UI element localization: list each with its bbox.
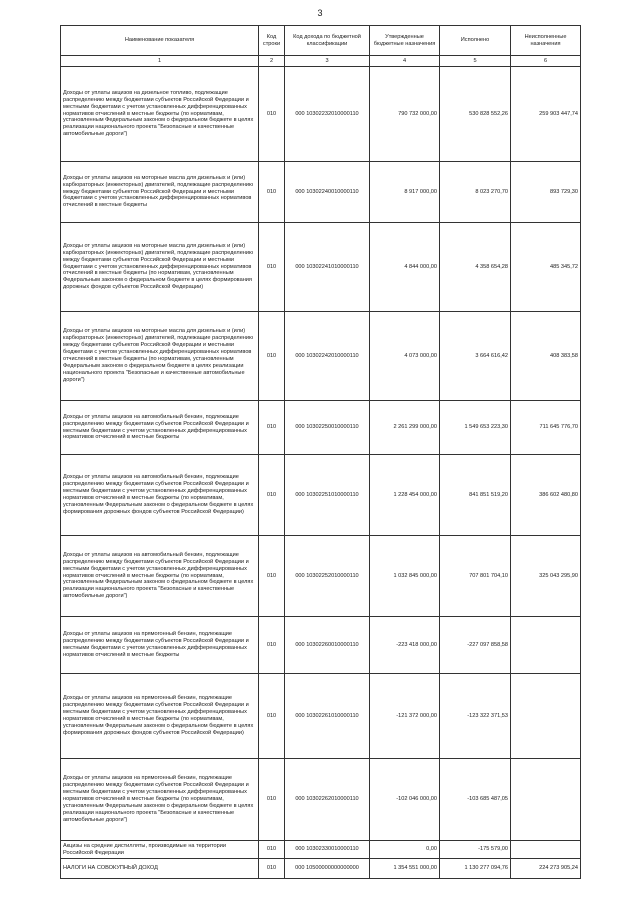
header-code: Код строки <box>259 26 285 56</box>
column-number: 2 <box>259 56 285 67</box>
table-row <box>61 859 581 879</box>
row-name: Доходы от уплаты акцизов на дизельное топливо, подлежащие распределению между бюджетами субъектов Российской Федерации и местными бюджетами с учетом установленных дифференцированных нормативов отчислений в местные бюджеты (по нормативам, установленным Федеральным законом о федеральном бюджете в целях реализации национального проекта "Безопасные и качественные автомобильные дороги") <box>61 67 259 162</box>
row-kbk: 000 10302250010000110 <box>285 401 370 455</box>
row-code: 010 <box>259 312 285 401</box>
table-row <box>61 536 581 617</box>
row-kbk: 000 10302252010000110 <box>285 536 370 617</box>
row-kbk: 000 10302251010000110 <box>285 455 370 536</box>
row-approved: 790 732 000,00 <box>370 67 440 162</box>
row-executed: 1 130 277 094,76 <box>440 859 511 879</box>
table-row <box>61 841 581 859</box>
row-name: Доходы от уплаты акцизов на прямогонный бензин, подлежащие распределению между бюджетами субъектов Российской Федерации и местными бюджетами с учетом установленных дифференцированных нормативов отчислений в местные бюджеты (по нормативам, установленным Федеральным законом о федеральном бюджете в целях реализации национального проекта "Безопасные и качественные автомобильные дороги") <box>61 759 259 841</box>
row-unexecuted: 386 602 480,80 <box>511 455 581 536</box>
row-executed: 530 828 552,26 <box>440 67 511 162</box>
header-executed: Исполнено <box>440 26 511 56</box>
row-unexecuted: 224 273 905,24 <box>511 859 581 879</box>
row-name: НАЛОГИ НА СОВОКУПНЫЙ ДОХОД <box>61 859 259 879</box>
row-executed: -175 579,00 <box>440 841 511 859</box>
row-name: Доходы от уплаты акцизов на моторные масла для дизельных и (или) карбюраторных (инжекторных) двигателей, подлежащие распределению между бюджетами субъектов Российской Федерации и местными бюджетами с учетом установленных дифференцированных нормативов отчислений в местные бюджеты (по нормативам, установленным Федеральным законом о федеральном бюджете в целях реализации национального проекта "Безопасные и качественные автомобильные дороги") <box>61 312 259 401</box>
table-row <box>61 759 581 841</box>
table-row <box>61 223 581 312</box>
row-kbk: 000 10302261010000110 <box>285 674 370 759</box>
row-name: Доходы от уплаты акцизов на прямогонный бензин, подлежащие распределению между бюджетами субъектов Российской Федерации и местными бюджетами с учетом установленных дифференцированных нормативов отчислений в местные бюджеты (по нормативам, установленным Федеральным законом о федеральном бюджете в целях формирования дорожных фондов субъектов Российской Федерации) <box>61 674 259 759</box>
table-row <box>61 162 581 223</box>
row-unexecuted <box>511 674 581 759</box>
row-name: Доходы от уплаты акцизов на автомобильный бензин, подлежащие распределению между бюджетами субъектов Российской Федерации и местными бюджетами с учетом установленных дифференцированных нормативов отчислений в местные бюджеты (по нормативам, установленным Федеральным законом о федеральном бюджете в целях реализации национального проекта "Безопасные и качественные автомобильные дороги") <box>61 536 259 617</box>
row-code: 010 <box>259 401 285 455</box>
row-kbk: 000 10302260010000110 <box>285 617 370 674</box>
row-approved: 1 032 845 000,00 <box>370 536 440 617</box>
header-name: Наименование показателя <box>61 26 259 56</box>
row-approved: -121 372 000,00 <box>370 674 440 759</box>
row-kbk: 000 10302330010000110 <box>285 841 370 859</box>
row-unexecuted <box>511 841 581 859</box>
row-name: Доходы от уплаты акцизов на моторные масла для дизельных и (или) карбюраторных (инжекторных) двигателей, подлежащие распределению между бюджетами субъектов Российской Федерации и местными бюджетами с учетом установленных дифференцированных нормативов отчислений в местные бюджеты <box>61 162 259 223</box>
row-executed: 707 801 704,10 <box>440 536 511 617</box>
row-code: 010 <box>259 455 285 536</box>
row-unexecuted: 711 645 776,70 <box>511 401 581 455</box>
row-unexecuted: 259 903 447,74 <box>511 67 581 162</box>
row-approved: -102 046 000,00 <box>370 759 440 841</box>
column-number: 1 <box>61 56 259 67</box>
row-approved: 4 844 000,00 <box>370 223 440 312</box>
table-row <box>61 617 581 674</box>
column-number: 5 <box>440 56 511 67</box>
column-number: 4 <box>370 56 440 67</box>
page-number: 3 <box>317 8 323 18</box>
row-name: Доходы от уплаты акцизов на автомобильный бензин, подлежащие распределению между бюджетами субъектов Российской Федерации и местными бюджетами с учетом установленных дифференцированных нормативов отчислений в местные бюджеты <box>61 401 259 455</box>
row-code: 010 <box>259 759 285 841</box>
row-unexecuted: 485 345,72 <box>511 223 581 312</box>
row-code: 010 <box>259 859 285 879</box>
table-row <box>61 674 581 759</box>
row-code: 010 <box>259 674 285 759</box>
table-row <box>61 455 581 536</box>
header-unexecuted: Неисполненные назначения <box>511 26 581 56</box>
row-name: Доходы от уплаты акцизов на моторные масла для дизельных и (или) карбюраторных (инжекторных) двигателей, подлежащие распределению между бюджетами субъектов Российской Федерации и местными бюджетами с учетом установленных дифференцированных нормативов отчислений в местные бюджеты (по нормативам, установленным Федеральным законом о федеральном бюджете в целях формирования дорожных фондов субъектов Российской Федерации) <box>61 223 259 312</box>
header-approved: Утвержденные бюджетные назначения <box>370 26 440 56</box>
row-executed: 841 851 519,20 <box>440 455 511 536</box>
revenue-table <box>60 25 581 879</box>
row-unexecuted: 893 729,30 <box>511 162 581 223</box>
row-code: 010 <box>259 536 285 617</box>
row-name: Доходы от уплаты акцизов на прямогонный бензин, подлежащие распределению между бюджетами субъектов Российской Федерации и местными бюджетами с учетом установленных дифференцированных нормативов отчислений в местные бюджеты <box>61 617 259 674</box>
row-unexecuted <box>511 759 581 841</box>
row-code: 010 <box>259 223 285 312</box>
header-kbk: Код дохода по бюджетной классификации <box>285 26 370 56</box>
row-code: 010 <box>259 617 285 674</box>
row-approved: 1 228 454 000,00 <box>370 455 440 536</box>
row-unexecuted: 408 383,58 <box>511 312 581 401</box>
row-approved: 2 261 299 000,00 <box>370 401 440 455</box>
row-kbk: 000 10500000000000000 <box>285 859 370 879</box>
row-executed: -227 097 858,58 <box>440 617 511 674</box>
row-unexecuted <box>511 617 581 674</box>
column-number: 6 <box>511 56 581 67</box>
row-kbk: 000 10302232010000110 <box>285 67 370 162</box>
row-approved: 0,00 <box>370 841 440 859</box>
table-row <box>61 67 581 162</box>
table-row <box>61 401 581 455</box>
row-executed: 3 664 616,42 <box>440 312 511 401</box>
row-executed: 8 023 270,70 <box>440 162 511 223</box>
row-kbk: 000 10302262010000110 <box>285 759 370 841</box>
row-approved: 8 917 000,00 <box>370 162 440 223</box>
row-code: 010 <box>259 67 285 162</box>
row-executed: 1 549 653 223,30 <box>440 401 511 455</box>
row-executed: 4 358 654,28 <box>440 223 511 312</box>
table-header-row <box>61 26 581 56</box>
row-name: Доходы от уплаты акцизов на автомобильный бензин, подлежащие распределению между бюджетами субъектов Российской Федерации и местными бюджетами с учетом установленных дифференцированных нормативов отчислений в местные бюджеты (по нормативам, установленным Федеральным законом о федеральном бюджете в целях формирования дорожных фондов субъектов Российской Федерации) <box>61 455 259 536</box>
row-kbk: 000 10302242010000110 <box>285 312 370 401</box>
row-approved: 4 073 000,00 <box>370 312 440 401</box>
row-name: Акцизы на средние дистилляты, производимые на территории Российской Федерации <box>61 841 259 859</box>
column-number-row <box>61 56 581 67</box>
row-unexecuted: 325 043 295,90 <box>511 536 581 617</box>
row-executed: -123 322 371,53 <box>440 674 511 759</box>
table-row <box>61 312 581 401</box>
row-approved: 1 354 551 000,00 <box>370 859 440 879</box>
row-kbk: 000 10302240010000110 <box>285 162 370 223</box>
column-number: 3 <box>285 56 370 67</box>
row-approved: -223 418 000,00 <box>370 617 440 674</box>
row-code: 010 <box>259 162 285 223</box>
row-executed: -103 685 487,05 <box>440 759 511 841</box>
row-kbk: 000 10302241010000110 <box>285 223 370 312</box>
row-code: 010 <box>259 841 285 859</box>
